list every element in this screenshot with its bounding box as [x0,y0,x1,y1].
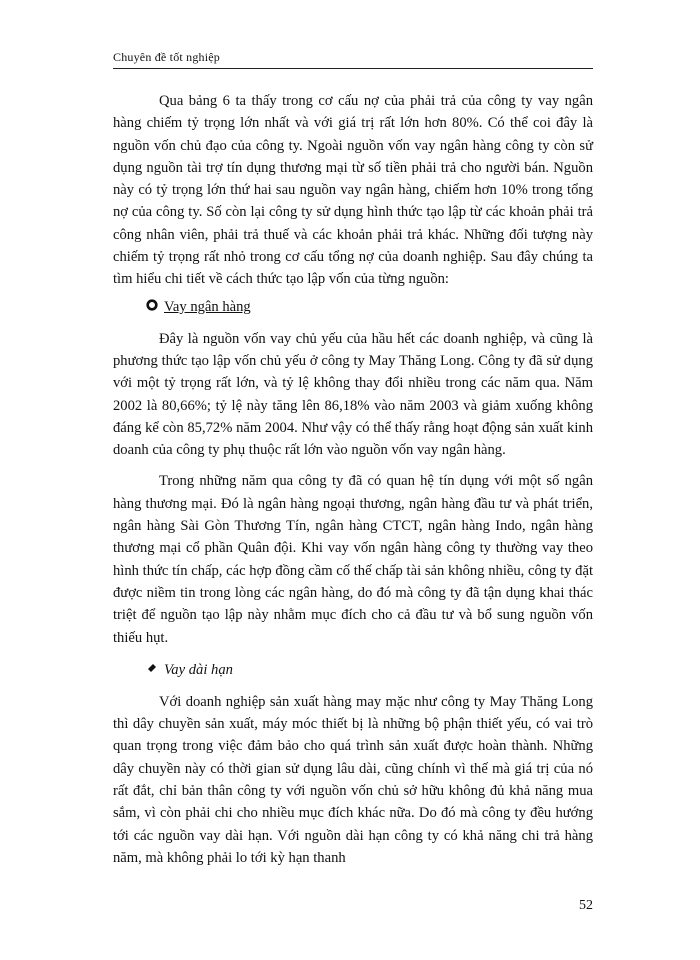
paragraph-intro: Qua bảng 6 ta thấy trong cơ cấu nợ của phải trả của công ty vay ngân hàng chiếm tỷ trọng lớn nhất và với giá trị rất lớn hơn 80%. Có thể coi đây là nguồn vốn chủ đạo của công ty. Ngoài nguồn vốn vay ngân hàng công ty còn sử dụng nguồn tài trợ tín dụng thương mại từ số tiền phải trả cho người bán. Nguồn này có tỷ trọng lớn thứ hai sau nguồn vay ngân hàng, chiếm hơn 10% trong tổng nợ của công ty. Số còn lại công ty sử dụng hình thức tạo lập từ các khoản phải trả công nhân viên, phải trả thuế và các khoản phải trả khác. Những đối tượng này chiếm tỷ trọng rất nhỏ trong cơ cấu tổng nợ của doanh nghiệp. Sau đây chúng ta tìm hiểu chi tiết về cách thức tạo lập vốn của từng nguồn: [113,93,593,288]
circle-bullet-icon [146,299,158,311]
paragraph-bank-loan: Đây là nguồn vốn vay chủ yếu của hầu hết các doanh nghiệp, và cũng là phương thức tạo lập vốn chủ yếu ở công ty May Thăng Long. Công ty đã sử dụng với một tỷ trọng rất lớn, và tỷ lệ không thay đổi nhiều trong các năm qua. Năm 2002 là 80,66%; tỷ lệ này tăng lên 86,18% vào năm 2003 và giảm xuống không đáng kể còn 85,72% năm 2004. Như vậy có thể thấy rằng hoạt động sản xuất kinh doanh của công ty phụ thuộc rất lớn vào nguồn vốn vay ngân hàng. [113,330,593,459]
header-rule [113,68,593,69]
diamond-bullet-icon [146,662,158,674]
section-heading-bank-loan [146,296,593,318]
paragraph-long-term: Với doanh nghiệp sản xuất hàng may mặc như công ty May Thăng Long thì dây chuyền sản xuất, máy móc thiết bị là những bộ phận thiết yếu, có vai trò quan trọng trong việc đảm bảo cho quá trình sản xuất được hoàn thành. Những dây chuyền này có thời gian sử dụng lâu dài, cũng chính vì thế mà giá trị của nó rất đắt, chỉ bản thân công ty với nguồn vốn chủ sở hữu không đủ khả năng mua sắm, vì còn phải chi cho nhiều mục đích khác nữa. Do đó mà công ty đều hướng tới các nguồn vay dài hạn. Với nguồn dài hạn công ty có khả năng chi trả hàng năm, mà không phải lo tới kỳ hạn thanh [113,693,593,866]
paragraph-bank-relations: Trong những năm qua công ty đã có quan hệ tín dụng với một số ngân hàng thương mại. Đó là ngân hàng ngoại thương, ngân hàng đầu tư và phát triển, ngân hàng Sài Gòn Thương Tín, ngân hàng CTCT, ngân hàng Indo, ngân hàng thương mại cổ phần Quân đội. Khi vay vốn ngân hàng công ty thường vay theo hình thức tín chấp, các hợp đồng cầm cố thế chấp tài sản không nhiều, công ty đặt được niềm tin trong lòng các ngân hàng, do đó mà công ty đã tận dụng khai thác triệt để nguồn tạo lập này nhằm mục đích cho cả đầu tư và bổ sung nguồn vốn thiếu hụt. [113,473,593,646]
document-body [113,90,593,869]
running-header: Chuyên đề tốt nghiệp [113,50,220,64]
heading-text: Vay ngân hàng [164,298,251,315]
heading-text: Vay dài hạn [164,661,233,678]
page-number: 52 [579,898,593,913]
section-heading-long-term [146,659,593,681]
